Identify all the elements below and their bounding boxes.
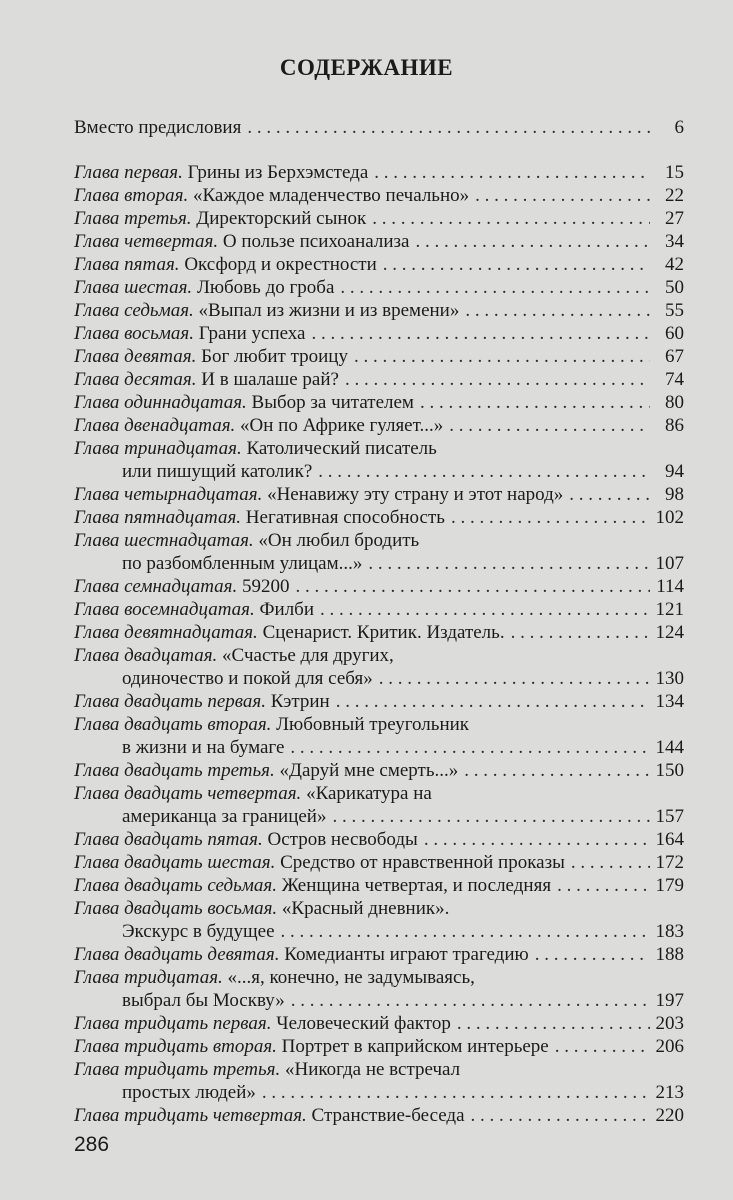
chapter-title: Портрет в каприйском интерьере [281,1036,549,1057]
chapter-title: Комедианты играют трагедию [284,944,529,965]
chapter-page: 22 [665,185,684,206]
toc-entry [74,690,684,713]
dot-leader [374,161,650,184]
dot-leader [340,276,650,299]
chapter-title: Остров несвободы [267,829,418,850]
toc-entry [74,368,684,391]
chapter-page: 213 [655,1082,684,1103]
chapter-page: 172 [655,852,684,873]
chapter-title: Бог любит троицу [201,346,348,367]
toc-entry [74,414,684,437]
chapter-title-cont: в жизни и на бумаге [122,737,285,758]
toc-entry [74,1058,684,1104]
chapter-label: Глава двадцать первая. [74,691,267,712]
chapter-page: 86 [665,415,684,436]
dot-leader [471,1104,650,1127]
toc-entry [74,943,684,966]
chapter-title: Сценарист. Критик. Издатель. [262,622,505,643]
dot-leader [332,805,649,828]
dot-leader [569,483,650,506]
dot-leader [368,552,649,575]
chapter-label: Глава вторая. [74,185,189,206]
chapter-title: «Карикатура на [306,783,432,804]
chapter-label: Глава двадцать восьмая. [74,898,278,919]
chapter-page: 157 [655,806,684,827]
dot-leader [379,667,650,690]
chapter-label: Глава девятнадцатая. [74,622,258,643]
chapter-title-cont: одиночество и покой для себя» [122,668,373,689]
chapter-title: Женщина четвертая, и последняя [281,875,552,896]
chapter-title: Оксфорд и окрестности [184,254,377,275]
chapter-label: Глава четвертая. [74,231,219,252]
chapter-title: Выбор за читателем [251,392,414,413]
chapter-label: Глава восьмая. [74,323,194,344]
chapter-page: 94 [665,461,684,482]
toc-entry [74,1104,684,1127]
chapter-label: Глава двенадцатая. [74,415,236,436]
chapter-page: 15 [665,162,684,183]
chapter-label: Глава седьмая. [74,300,194,321]
chapter-page: 203 [655,1013,684,1034]
chapter-title: Грины из Берхэмстеда [187,162,369,183]
toc-entry-preface [74,116,684,139]
chapter-page: 80 [665,392,684,413]
chapter-title: О пользе психоанализа [222,231,410,252]
chapter-page: 188 [655,944,684,965]
page-number: 286 [74,1133,110,1156]
chapter-page: 144 [655,737,684,758]
chapter-label: Глава шестнадцатая. [74,530,254,551]
toc-entry [74,230,684,253]
chapter-page: 50 [665,277,684,298]
chapter-page: 150 [655,760,684,781]
chapter-page: 121 [655,599,684,620]
chapter-page: 42 [665,254,684,275]
toc-entry [74,759,684,782]
dot-leader [354,345,650,368]
chapter-label: Глава тридцать вторая. [74,1036,277,1057]
chapter-list [74,161,684,1127]
chapter-page: 67 [665,346,684,367]
toc-entry [74,897,684,943]
chapter-title: «...я, конечно, не задумываясь, [227,967,475,988]
chapter-label: Глава десятая. [74,369,197,390]
chapter-page: 60 [665,323,684,344]
dot-leader [451,506,650,529]
toc-entry [74,966,684,1012]
chapter-page: 98 [665,484,684,505]
toc-entry [74,345,684,368]
chapter-page: 55 [665,300,684,321]
toc-entry [74,207,684,230]
chapter-page: 179 [655,875,684,896]
toc-entry [74,161,684,184]
toc-entry [74,1012,684,1035]
chapter-title: «Красный дневник». [281,898,450,919]
chapter-title-cont: американца за границей» [122,806,327,827]
dot-leader [318,460,650,483]
chapter-title-cont: выбрал бы Москву» [122,990,285,1011]
toc-entry [74,322,684,345]
chapter-page: 134 [655,691,684,712]
chapter-title: Филби [259,599,315,620]
dot-leader [555,1035,650,1058]
toc-entry [74,483,684,506]
chapter-title: «Счастье для других, [222,645,394,666]
chapter-title: И в шалаше рай? [201,369,339,390]
toc-entry [74,184,684,207]
dot-leader [247,116,650,139]
dot-leader [557,874,649,897]
dot-leader [511,621,650,644]
preface-page: 6 [674,117,684,138]
toc-entry [74,828,684,851]
toc-entry [74,851,684,874]
dot-leader [424,828,650,851]
chapter-label: Глава третья. [74,208,192,229]
chapter-title: Средство от нравственной проказы [280,852,565,873]
chapter-page: 74 [665,369,684,390]
chapter-label: Глава двадцать шестая. [74,852,276,873]
chapter-label: Глава четырнадцатая. [74,484,263,505]
toc-entry [74,299,684,322]
chapter-page: 183 [655,921,684,942]
chapter-title: Любовь до гроба [196,277,335,298]
dot-leader [475,184,650,207]
chapter-page: 107 [655,553,684,574]
toc-entry [74,782,684,828]
page-title: СОДЕРЖАНИЕ [279,55,454,80]
chapter-title-cont: или пишущий католик? [122,461,313,482]
toc-entry [74,874,684,897]
toc-entry [74,506,684,529]
chapter-title: 59200 [242,576,290,597]
chapter-label: Глава тридцать четвертая. [74,1105,307,1126]
chapter-title: Кэтрин [270,691,330,712]
chapter-label: Глава двадцать четвертая. [74,783,302,804]
chapter-title: «Он любил бродить [258,530,420,551]
chapter-label: Глава тринадцатая. [74,438,242,459]
dot-leader [336,690,650,713]
chapter-label: Глава тридцать третья. [74,1059,281,1080]
chapter-label: Глава шестая. [74,277,193,298]
chapter-label: Глава тридцатая. [74,967,223,988]
chapter-title: Негативная способность [245,507,445,528]
chapter-title: «Выпал из жизни и из времени» [198,300,460,321]
chapter-title: «Никогда не встречал [284,1059,461,1080]
toc-entry [74,644,684,690]
toc-entry [74,598,684,621]
chapter-label: Глава двадцатая. [74,645,218,666]
dot-leader [415,230,650,253]
dot-leader [290,736,649,759]
toc-entry [74,621,684,644]
toc-entry [74,1035,684,1058]
chapter-label: Глава первая. [74,162,183,183]
chapter-label: Глава двадцать третья. [74,760,275,781]
chapter-title-cont: по разбомбленным улицам...» [122,553,363,574]
dot-leader [465,299,650,322]
preface-title: Вместо предисловия [74,117,242,138]
chapter-label: Глава восемнадцатая. [74,599,255,620]
chapter-page: 34 [665,231,684,252]
toc-entry [74,276,684,299]
chapter-title: Директорский сынок [196,208,367,229]
dot-leader [281,920,650,943]
chapter-page: 114 [656,576,684,597]
chapter-label: Глава одиннадцатая. [74,392,247,413]
chapter-page: 27 [665,208,684,229]
toc-entry [74,575,684,598]
table-of-contents [74,116,684,1127]
chapter-title: «Ненавижу эту страну и этот народ» [267,484,564,505]
chapter-title: «Даруй мне смерть...» [279,760,459,781]
dot-leader [262,1081,650,1104]
toc-entry [74,437,684,483]
chapter-page: 220 [655,1105,684,1126]
chapter-page: 206 [655,1036,684,1057]
chapter-page: 130 [655,668,684,689]
dot-leader [345,368,650,391]
dot-leader [457,1012,650,1035]
chapter-page: 102 [655,507,684,528]
toc-entry [74,713,684,759]
chapter-title: «Каждое младенчество печально» [192,185,470,206]
dot-leader [291,989,650,1012]
dot-leader [320,598,649,621]
toc-entry [74,529,684,575]
chapter-label: Глава двадцать пятая. [74,829,263,850]
chapter-title: «Он по Африке гуляет...» [240,415,444,436]
spacer [74,139,684,161]
chapter-title: Странствие-беседа [311,1105,465,1126]
chapter-title-cont: простых людей» [122,1082,256,1103]
chapter-label: Глава тридцать первая. [74,1013,272,1034]
chapter-title: Любовный треугольник [276,714,470,735]
chapter-title: Человеческий фактор [276,1013,451,1034]
chapter-label: Глава семнадцатая. [74,576,238,597]
chapter-title: Грани успеха [198,323,306,344]
dot-leader [449,414,650,437]
chapter-title-cont: Экскурс в будущее [122,921,275,942]
dot-leader [571,851,650,874]
chapter-label: Глава пятая. [74,254,180,275]
chapter-page: 164 [655,829,684,850]
dot-leader [464,759,649,782]
chapter-label: Глава двадцать вторая. [74,714,272,735]
dot-leader [383,253,650,276]
chapter-label: Глава двадцать девятая. [74,944,280,965]
chapter-title: Католический писатель [246,438,437,459]
chapter-label: Глава девятая. [74,346,197,367]
dot-leader [312,322,651,345]
toc-entry [74,253,684,276]
chapter-page: 197 [655,990,684,1011]
toc-entry [74,391,684,414]
dot-leader [372,207,650,230]
dot-leader [420,391,650,414]
chapter-page: 124 [655,622,684,643]
chapter-label: Глава пятнадцатая. [74,507,242,528]
chapter-label: Глава двадцать седьмая. [74,875,277,896]
dot-leader [296,575,650,598]
dot-leader [535,943,650,966]
